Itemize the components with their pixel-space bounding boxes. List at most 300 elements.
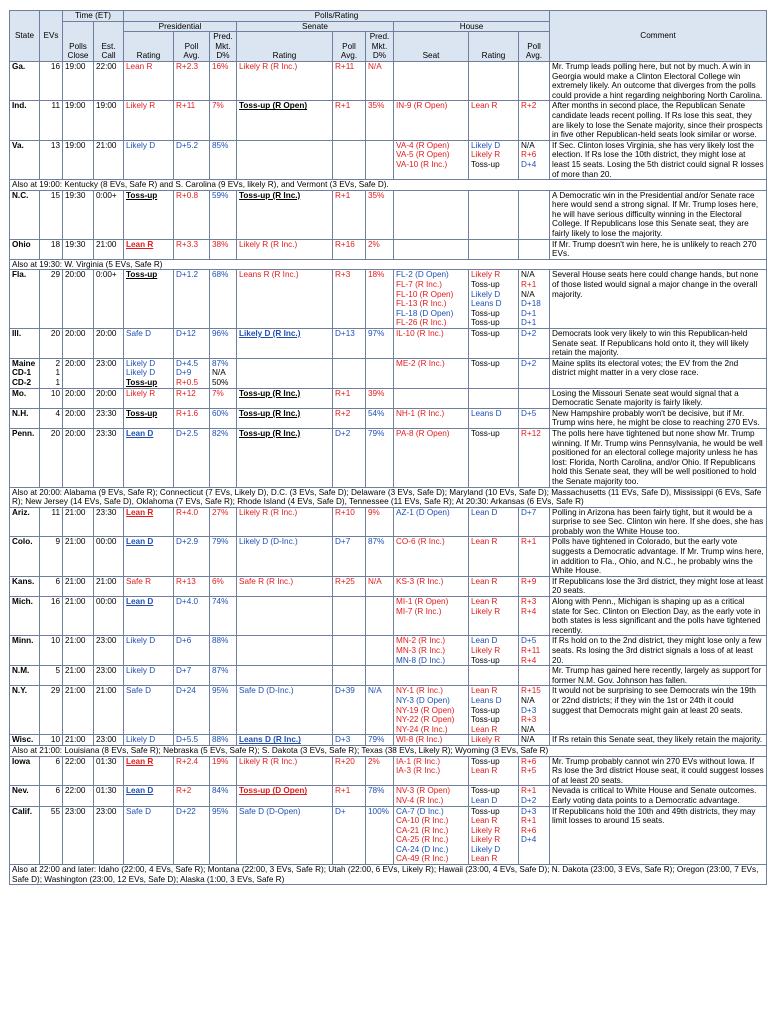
- state-name: [10, 270, 40, 329]
- sen-poll-avg: [333, 358, 366, 388]
- house-rating-text: Toss-up: [471, 786, 500, 796]
- sen-pred-mkt: [366, 756, 394, 786]
- house-rating: [469, 190, 519, 239]
- state-name: [10, 358, 40, 388]
- sen-pred-mkt-text: 79%: [368, 735, 385, 745]
- sen-rating: [237, 537, 333, 576]
- also-note-text: Also at 21:00: Louisiana (8 EVs, Safe R); Nebraska (5 EVs, Safe R); S. Dakota (3 EVs, Safe R); Texas (38 EVs, Likely R); Wyoming (3 EVs, Safe R): [12, 745, 549, 755]
- house-seat-text: MN-2 (R Inc.): [396, 636, 446, 646]
- state-name: [10, 190, 40, 239]
- pres-pred-mkt-text: 88%: [212, 636, 229, 646]
- state-name: [10, 408, 40, 428]
- sen-rating: [237, 786, 333, 806]
- house-rating-header: Rating: [469, 32, 519, 62]
- pres-pred-mkt: [210, 101, 237, 140]
- state-evs: [40, 388, 63, 408]
- house-seat: [394, 190, 469, 239]
- sen-pred-mkt: [366, 636, 394, 666]
- state-name-text: N.C.: [12, 190, 29, 200]
- pres-rating-header: Rating: [124, 32, 174, 62]
- comment-text: Nevada is critical to White House and Senate outcomes. Early voting data points to a Democratic advantage.: [552, 786, 757, 805]
- comment: [550, 140, 767, 179]
- sen-rating-text: Toss-up (D Open): [239, 786, 308, 796]
- also-note-row: [10, 180, 767, 191]
- sen-rating: [237, 101, 333, 140]
- house-seat-text: WI-8 (R Inc.): [396, 735, 443, 745]
- house-seat: [394, 140, 469, 179]
- sen-poll-avg-header: Poll Avg.: [333, 32, 366, 62]
- est-call-text: 23:00: [96, 636, 117, 646]
- house-rating-text: Toss-up: [471, 655, 500, 665]
- also-note-text: Also at 20:00: Alabama (9 EVs, Safe R); Connecticut (7 EVs, Likely D), D.C. (3 EVs, Safe D); Delaware (3 EVs, Safe D); Maryland (10 EVs, Safe D); Massachusetts (11 EVs, Safe D), Mississippi (6 EVs, Safe R); New Jersey (14 EVs, Safe D), Oklahoma (7 EVs, Safe R); Rhode Island (4 EVs, Safe D), Tennessee (11 EVs, Safe R); At 20:30: Arkansas (6 EVs, Safe R): [12, 487, 762, 507]
- sen-rating-text: Leans R (R Inc.): [239, 270, 299, 280]
- pres-rating: [124, 408, 174, 428]
- state-evs: [40, 507, 63, 537]
- polls-close-time: [63, 786, 94, 806]
- house-rating-text: Likely R: [471, 270, 501, 280]
- polls-close-time: [63, 507, 94, 537]
- house-poll-avg-text: R+2: [521, 101, 537, 111]
- sen-rating: [237, 358, 333, 388]
- house-poll-avg-text: R+12: [521, 428, 541, 438]
- polls-close-text: 21:00: [65, 597, 86, 607]
- house-poll-avg: [519, 239, 550, 259]
- est-call-text: 23:30: [96, 507, 117, 517]
- sen-pred-mkt-text: 100%: [368, 806, 389, 816]
- pres-poll-avg-text: R+0.5: [176, 377, 199, 387]
- comment-text: Mr. Trump probably cannot win 270 EVs without Iowa. If Rs lose the 3rd district House seat, it could suggest losses of at least 20 seats.: [552, 756, 764, 785]
- state-name-text: Ill.: [12, 329, 22, 338]
- state-evs: [40, 756, 63, 786]
- pres-pred-mkt: [210, 756, 237, 786]
- polls-close-text: 21:00: [65, 666, 86, 676]
- house-rating-text: Toss-up: [471, 715, 500, 725]
- house-rating-text: Toss-up: [471, 308, 500, 318]
- pres-pred-mkt: [210, 61, 237, 100]
- comment-text: Mr. Trump has gained here recently, largely as support for former N.M. Gov. Johnson has fallen.: [552, 666, 762, 685]
- sen-poll-avg: [333, 806, 366, 865]
- comment-text: If Rs hold on to the 2nd district, they might lose only a few seats. Rs losing the 3rd district signals a loss of at least 20.: [552, 636, 762, 665]
- pres-poll-avg-text: D+4.5: [176, 358, 199, 368]
- house-rating-text: Lean R: [471, 816, 498, 826]
- polls-rating-header: Polls/Rating: [124, 11, 550, 22]
- house-poll-avg-text: R+6: [521, 756, 537, 766]
- house-seat-text: FL-26 (R Inc.): [396, 318, 447, 328]
- pres-pred-mkt: [210, 358, 237, 388]
- comment: [550, 686, 767, 735]
- state-evs-text: 29: [50, 270, 60, 280]
- state-name: [10, 388, 40, 408]
- polls-close-text: 21:00: [65, 735, 86, 745]
- sen-rating-text: Toss-up (R Inc.): [239, 408, 301, 418]
- pres-poll-avg-text: R+13: [176, 576, 196, 586]
- comment: [550, 806, 767, 865]
- house-rating: [469, 428, 519, 487]
- est-call-text: 21:00: [96, 140, 117, 150]
- state-name-text: Fla.: [12, 270, 27, 280]
- sen-poll-avg-text: D+2: [335, 428, 351, 438]
- house-poll-avg: [519, 408, 550, 428]
- sen-poll-avg-text: D+: [335, 806, 346, 816]
- house-rating-text: Likely R: [471, 606, 501, 616]
- house-poll-avg: [519, 270, 550, 329]
- state-evs: [40, 686, 63, 735]
- house-poll-avg-text: R+9: [521, 576, 537, 586]
- pres-rating: [124, 140, 174, 179]
- comment: [550, 61, 767, 100]
- polls-close-text: 19:30: [65, 190, 86, 200]
- pres-rating-text: Safe D: [126, 329, 152, 338]
- state-row: [10, 537, 767, 576]
- house-rating-text: Lean R: [471, 724, 498, 734]
- pres-rating: [124, 597, 174, 636]
- comment: [550, 239, 767, 259]
- pres-rating-text: Likely D: [126, 735, 156, 745]
- comment: [550, 428, 767, 487]
- house-seat-text: MN-3 (R Inc.): [396, 646, 446, 655]
- polls-close-time: [63, 358, 94, 388]
- house-seat-text: VA-5 (R Open): [396, 150, 450, 160]
- pres-poll-avg-text: D+5.5: [176, 735, 199, 745]
- pres-poll-avg: [174, 537, 210, 576]
- state-evs-text: 6: [55, 576, 60, 586]
- sen-poll-avg: [333, 576, 366, 596]
- pres-pred-mkt-text: 87%: [212, 358, 229, 368]
- state-evs-text: 6: [55, 756, 60, 766]
- sen-poll-avg: [333, 507, 366, 537]
- est-call-text: 23:00: [96, 806, 117, 816]
- pres-pred-mkt-text: 95%: [212, 806, 229, 816]
- sen-pred-mkt-text: 9%: [368, 507, 380, 517]
- pres-pred-mkt: [210, 666, 237, 686]
- house-rating-text: Toss-up: [471, 428, 500, 438]
- house-poll-avg-text: R+6: [521, 150, 537, 160]
- polls-close-time: [63, 756, 94, 786]
- pres-rating: [124, 735, 174, 746]
- sen-rating: [237, 597, 333, 636]
- est-call-time: [94, 597, 124, 636]
- sen-pred-mkt: [366, 507, 394, 537]
- house-seat-text: PA-8 (R Open): [396, 428, 450, 438]
- state-evs: [40, 61, 63, 100]
- comment: [550, 190, 767, 239]
- sen-rating-text: Toss-up (R Inc.): [239, 388, 301, 398]
- house-rating-text: Leans D: [471, 299, 502, 309]
- state-name: [10, 537, 40, 576]
- also-note: [10, 180, 767, 191]
- house-poll-avg: [519, 786, 550, 806]
- pres-rating-text: Toss-up: [126, 377, 158, 387]
- state-evs-text: 9: [55, 537, 60, 547]
- sen-poll-avg-text: R+1: [335, 190, 351, 200]
- pres-rating-text: Lean D: [126, 786, 154, 796]
- comment-text: If Sec. Clinton loses Virginia, she has very likely lost the election. If Rs lose the 10th district, they might lose at least 15 seats. Losing the 5th district could signal R losses of more than 20.: [552, 140, 764, 179]
- house-seat-text: FL-2 (D Open): [396, 270, 449, 280]
- house-seat-text: MI-7 (R Inc.): [396, 606, 442, 616]
- state-evs: [40, 101, 63, 140]
- state-row: [10, 61, 767, 100]
- sen-rating: [237, 756, 333, 786]
- comment-text: Mr. Trump leads polling here, but not by much. A win in Georgia would make a Clinton Electoral College win extremely likely. An outcome that diverges from the polls could provide a hint regarding neighboring North Carolina.: [552, 61, 763, 100]
- pres-poll-avg-text: R+11: [176, 101, 196, 111]
- sen-pred-mkt-text: 97%: [368, 329, 385, 338]
- sen-rating-text: Safe R (R Inc.): [239, 576, 294, 586]
- house-header: House: [394, 21, 550, 32]
- house-poll-avg-text: D+1: [521, 318, 537, 328]
- est-call-text: 00:00: [96, 537, 117, 547]
- election-guide-table: [9, 10, 767, 885]
- sen-pred-mkt: [366, 270, 394, 329]
- state-name-text: Minn.: [12, 636, 34, 646]
- sen-poll-avg-text: R+25: [335, 576, 355, 586]
- comment: [550, 408, 767, 428]
- house-seat: [394, 329, 469, 359]
- pres-poll-avg: [174, 239, 210, 259]
- sen-rating-header: Rating: [237, 32, 333, 62]
- pres-rating: [124, 806, 174, 865]
- pres-poll-avg-header: Poll Avg.: [174, 32, 210, 62]
- state-evs-text: 20: [50, 329, 60, 338]
- pres-rating-text: Toss-up: [126, 190, 158, 200]
- polls-close-time: [63, 537, 94, 576]
- pres-pred-mkt-text: 88%: [212, 735, 229, 745]
- house-seat-text: NV-4 (R Inc.): [396, 795, 444, 805]
- also-note-row: [10, 745, 767, 756]
- sen-poll-avg: [333, 61, 366, 100]
- comment-text: Losing the Missouri Senate seat would signal that a Democratic Senate majority is fairly likely.: [552, 388, 739, 408]
- sen-rating: [237, 428, 333, 487]
- pres-rating-text: Safe D: [126, 806, 152, 816]
- sen-pred-mkt: [366, 388, 394, 408]
- sen-poll-avg-text: R+16: [335, 239, 355, 249]
- state-evs: [40, 597, 63, 636]
- polls-close-text: 19:00: [65, 61, 86, 71]
- sen-rating-text: Toss-up (R Inc.): [239, 190, 301, 200]
- house-poll-avg-text: D+1: [521, 308, 537, 318]
- pres-pred-mkt-text: 96%: [212, 329, 229, 338]
- state-name-text: Ga.: [12, 61, 26, 71]
- pres-pred-mkt: [210, 636, 237, 666]
- sen-rating: [237, 507, 333, 537]
- polls-close-text: 20:00: [65, 329, 86, 338]
- sen-poll-avg: [333, 270, 366, 329]
- state-evs-text: 20: [50, 428, 60, 438]
- pres-poll-avg-text: D+2.5: [176, 428, 199, 438]
- house-poll-avg: [519, 597, 550, 636]
- house-seat: [394, 636, 469, 666]
- comment-text: If Republicans hold the 10th and 49th districts, they may limit losses to around 15 seats.: [552, 806, 756, 826]
- comment: [550, 507, 767, 537]
- sen-poll-avg-text: R+10: [335, 507, 355, 517]
- state-evs-text: 5: [55, 666, 60, 676]
- house-poll-avg: [519, 358, 550, 388]
- house-rating-text: Toss-up: [471, 756, 500, 766]
- pres-rating: [124, 101, 174, 140]
- sen-pred-mkt: [366, 358, 394, 388]
- pres-poll-avg-text: R+3.3: [176, 239, 199, 249]
- pres-rating-text: Likely D: [126, 368, 156, 378]
- state-name-text: Va.: [12, 140, 24, 150]
- pres-pred-mkt: [210, 735, 237, 746]
- pres-rating-text: Lean R: [126, 239, 154, 249]
- pres-rating: [124, 786, 174, 806]
- house-rating: [469, 786, 519, 806]
- sen-poll-avg: [333, 537, 366, 576]
- state-evs: [40, 358, 63, 388]
- pres-poll-avg-text: R+2.3: [176, 61, 199, 71]
- sen-pred-mkt-text: N/A: [368, 686, 382, 696]
- pres-rating: [124, 190, 174, 239]
- polls-close-text: 21:00: [65, 576, 86, 586]
- house-rating: [469, 597, 519, 636]
- state-name-line: Maine: [12, 358, 36, 368]
- pres-poll-avg-text: R+1.6: [176, 408, 199, 418]
- pres-poll-avg: [174, 408, 210, 428]
- sen-rating-text: Safe D (D-Open): [239, 806, 301, 816]
- house-seat-text: CO-6 (R Inc.): [396, 537, 445, 547]
- house-rating: [469, 576, 519, 596]
- sen-rating: [237, 576, 333, 596]
- sen-pred-mkt: [366, 140, 394, 179]
- house-rating: [469, 666, 519, 686]
- house-poll-avg: [519, 101, 550, 140]
- est-call-time: [94, 61, 124, 100]
- state-row: [10, 507, 767, 537]
- sen-pred-mkt: [366, 101, 394, 140]
- polls-close-header: Polls Close: [63, 21, 94, 61]
- house-seat-text: CA-10 (R Inc.): [396, 816, 449, 826]
- house-poll-avg-text: R+6: [521, 825, 537, 835]
- pres-poll-avg-text: R+2: [176, 786, 192, 796]
- sen-poll-avg-text: R+1: [335, 388, 351, 398]
- pres-pred-mkt: [210, 576, 237, 596]
- polls-close-text: 21:00: [65, 537, 86, 547]
- house-poll-avg: [519, 756, 550, 786]
- house-seat: [394, 61, 469, 100]
- pres-rating: [124, 329, 174, 359]
- pres-pred-mkt-text: 60%: [212, 408, 229, 418]
- pres-pred-mkt: [210, 537, 237, 576]
- house-rating-text: Lean R: [471, 101, 498, 111]
- est-call-text: 01:30: [96, 756, 117, 766]
- pres-rating-text: Toss-up: [126, 270, 158, 280]
- pres-rating-text: Lean D: [126, 537, 154, 547]
- sen-pred-mkt-text: 39%: [368, 388, 385, 398]
- pres-rating: [124, 239, 174, 259]
- state-row: [10, 408, 767, 428]
- sen-pred-mkt-text: 78%: [368, 786, 385, 796]
- state-row: [10, 686, 767, 735]
- state-name-text: Kans.: [12, 576, 35, 586]
- pres-poll-avg-text: D+5.2: [176, 140, 199, 150]
- house-seat-text: CA-21 (R Inc.): [396, 825, 449, 835]
- est-call-text: 23:00: [96, 666, 117, 676]
- pres-rating-text: Likely R: [126, 388, 156, 398]
- sen-poll-avg: [333, 756, 366, 786]
- house-rating-text: Lean D: [471, 795, 498, 805]
- pres-rating: [124, 270, 174, 329]
- senate-header: Senate: [237, 21, 394, 32]
- house-rating-text: Likely D: [471, 140, 501, 150]
- pres-rating: [124, 686, 174, 735]
- state-row: [10, 786, 767, 806]
- state-name: [10, 786, 40, 806]
- pres-pred-mkt-text: 85%: [212, 140, 229, 150]
- house-poll-avg: [519, 428, 550, 487]
- house-rating-text: Likely D: [471, 844, 501, 854]
- pres-rating: [124, 358, 174, 388]
- est-call-text: 0:00+: [96, 190, 117, 200]
- house-seat-text: CA-25 (R Inc.): [396, 835, 449, 845]
- est-call-time: [94, 428, 124, 487]
- pres-pred-mkt: [210, 428, 237, 487]
- house-poll-avg-text: N/A: [521, 270, 535, 280]
- state-evs: [40, 140, 63, 179]
- sen-poll-avg: [333, 190, 366, 239]
- sen-poll-avg-text: R+11: [335, 61, 355, 71]
- pres-poll-avg-text: D+9: [176, 368, 192, 378]
- comment: [550, 388, 767, 408]
- pres-rating: [124, 388, 174, 408]
- house-rating-text: Lean R: [471, 597, 498, 607]
- est-call-time: [94, 576, 124, 596]
- sen-rating: [237, 735, 333, 746]
- state-evs-text: 4: [55, 408, 60, 418]
- house-seat-text: FL-10 (R Open): [396, 289, 454, 299]
- polls-close-time: [63, 239, 94, 259]
- sen-poll-avg: [333, 329, 366, 359]
- pres-poll-avg: [174, 576, 210, 596]
- presidential-header: Presidential: [124, 21, 237, 32]
- pres-pred-mkt-text: 95%: [212, 686, 229, 696]
- state-evs-text: 55: [50, 806, 60, 816]
- house-rating-text: Lean D: [471, 636, 498, 646]
- pres-poll-avg-text: R+0.8: [176, 190, 199, 200]
- sen-pred-mkt: [366, 576, 394, 596]
- house-poll-avg-text: D+3: [521, 705, 537, 715]
- polls-close-text: 19:30: [65, 239, 86, 249]
- also-note: [10, 745, 767, 756]
- sen-rating-text: Likely R (R Inc.): [239, 239, 298, 249]
- polls-close-text: 23:00: [65, 806, 86, 816]
- polls-close-time: [63, 270, 94, 329]
- house-seat: [394, 576, 469, 596]
- house-seat: [394, 408, 469, 428]
- state-name-text: Iowa: [12, 756, 31, 766]
- house-seat-text: IL-10 (R Inc.): [396, 329, 444, 338]
- comment: [550, 636, 767, 666]
- pres-rating-text: Likely D: [126, 358, 156, 368]
- est-call-text: 19:00: [96, 101, 117, 111]
- pres-rating: [124, 61, 174, 100]
- polls-close-text: 21:00: [65, 686, 86, 696]
- comment: [550, 756, 767, 786]
- pres-poll-avg: [174, 636, 210, 666]
- state-evs: [40, 786, 63, 806]
- pres-pred-mkt: [210, 507, 237, 537]
- pres-poll-avg: [174, 666, 210, 686]
- state-evs: [40, 735, 63, 746]
- state-name: [10, 686, 40, 735]
- sen-rating-text: Likely R (R Inc.): [239, 507, 298, 517]
- house-poll-avg: [519, 636, 550, 666]
- house-seat: [394, 388, 469, 408]
- also-note: [10, 259, 767, 270]
- state-evs: [40, 408, 63, 428]
- house-rating: [469, 388, 519, 408]
- state-evs-text: 13: [50, 140, 60, 150]
- comment: [550, 537, 767, 576]
